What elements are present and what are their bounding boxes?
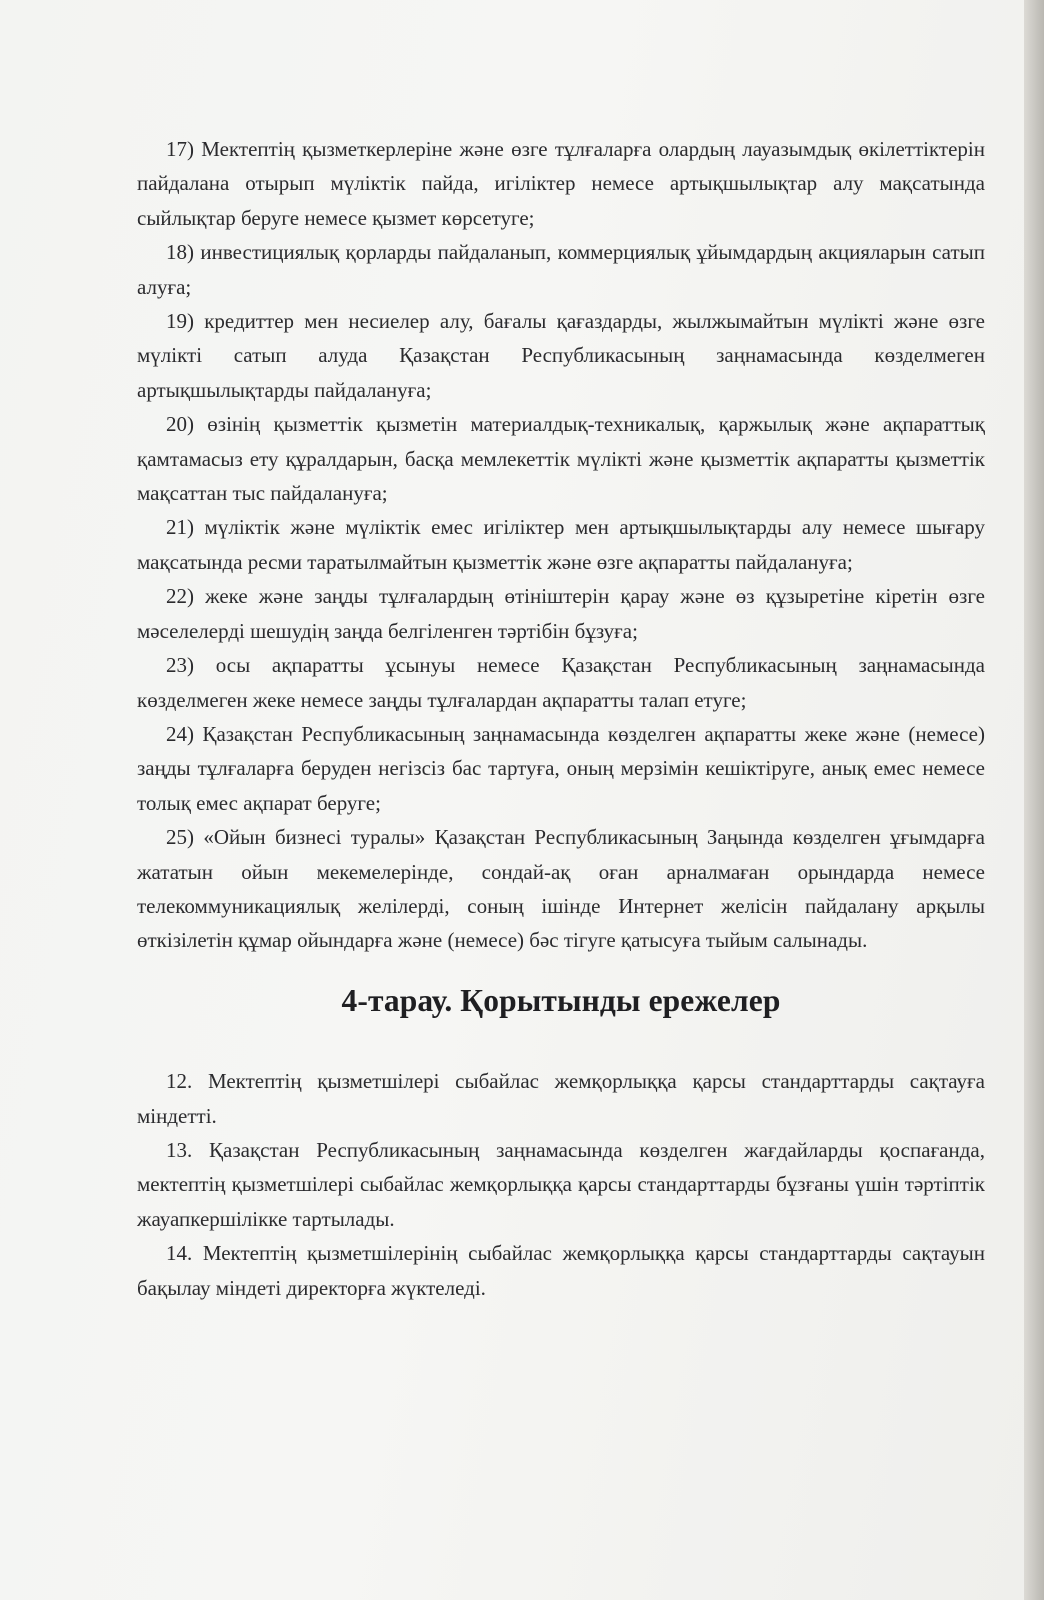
list-item-25: 25) «Ойын бизнесі туралы» Қазақстан Республикасының Заңында көзделген ұғымдарға жататын ойын мекемелерінде, сондай-ақ оған арналмаған орындарда немесе телекоммуникациялық желілерді, соның ішінде Интернет желісін пайдалану арқылы өткізілетін құмар ойындарға және (немесе) бәс тігуге қатысуға тыйым салынады. <box>137 825 985 953</box>
list-item-23: 23) осы ақпаратты ұсынуы немесе Қазақстан Республикасының заңнамасында көзделмеген жеке немесе заңды тұлғалардан ақпаратты талап етуге; <box>137 653 985 712</box>
document-body <box>137 132 985 1305</box>
list-item-19: 19) кредиттер мен несиелер алу, бағалы қағаздарды, жылжымайтын мүлікті және өзге мүлікті сатып алуда Қазақстан Республикасының заңнамасында көзделмеген артықшылықтарды пайдалануға; <box>137 309 985 402</box>
section-heading: 4-тарау. Қорытынды ережелер <box>341 982 781 1018</box>
list-item-18: 18) инвестициялық қорларды пайдаланып, коммерциялық ұйымдардың акцияларын сатып алуға; <box>137 240 985 299</box>
list-item-22: 22) жеке және заңды тұлғалардың өтініштерін қарау және өз құзыретіне кіретін өзге мәселелерді шешудің заңда белгіленген тәртібін бұзуға; <box>137 584 985 643</box>
list-item-17: 17) Мектептің қызметкерлеріне және өзге тұлғаларға олардың лауазымдық өкілеттіктерін пайдалана отырып мүліктік пайда, игіліктер немесе артықшылықтар алу мақсатында сыйлықтар беруге немесе қызмет көрсетуге; <box>137 137 985 230</box>
final-item-12: 12. Мектептің қызметшілері сыбайлас жемқорлыққа қарсы стандарттарды сақтауға міндетті. <box>137 1069 985 1128</box>
list-item-21: 21) мүліктік және мүліктік емес игіліктер мен артықшылықтарды алу немесе шығару мақсатында ресми таратылмайтын қызметтік және өзге ақпаратты пайдалануға; <box>137 515 985 574</box>
final-item-14: 14. Мектептің қызметшілерінің сыбайлас жемқорлыққа қарсы стандарттарды сақтауын бақылау міндеті директорға жүктеледі. <box>137 1241 985 1300</box>
final-item-13: 13. Қазақстан Республикасының заңнамасында көзделген жағдайларды қоспағанда, мектептің қызметшілері сыбайлас жемқорлыққа қарсы стандарттарды бұзғаны үшін тәртіптік жауапкершілікке тартылады. <box>137 1137 985 1231</box>
background-surface <box>1024 0 1044 1600</box>
list-item-20: 20) өзінің қызметтік қызметін материалдық-техникалық, қаржылық және ақпараттық қамтамасыз ету құралдарын, басқа мемлекеттік мүлікті және қызметтік ақпаратты қызметтік мақсаттан тыс пайдалануға; <box>137 412 985 506</box>
list-item-24: 24) Қазақстан Республикасының заңнамасында көзделген ақпаратты жеке және (немесе) заңды тұлғаларға беруден негізсіз бас тартуға, оның мерзімін кешіктіруге, анық емес немесе толық емес ақпарат беруге; <box>137 721 985 815</box>
